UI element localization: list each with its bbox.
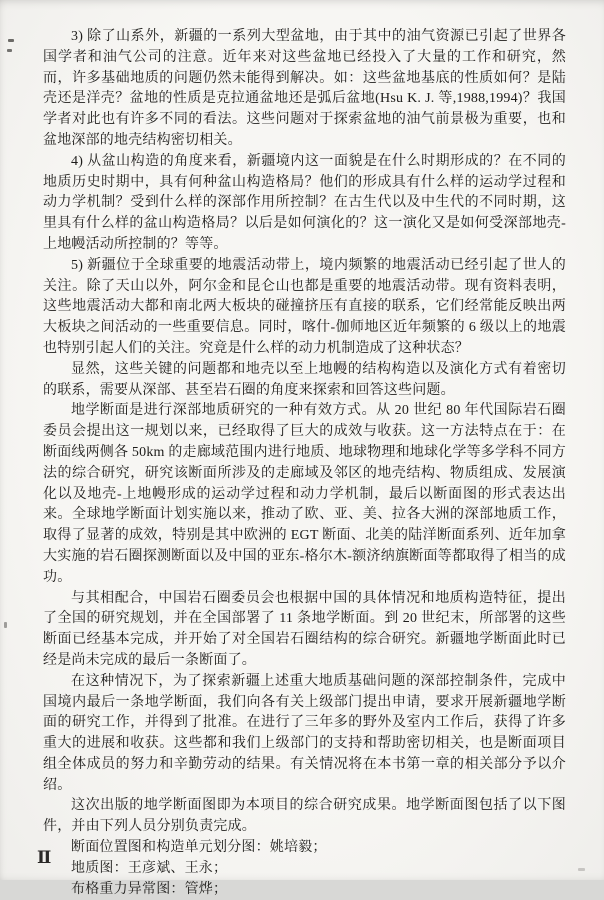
credit-line-gravity-map: 布格重力异常图：管烨； — [71, 881, 228, 897]
scan-speck-artifact — [8, 39, 14, 42]
paragraph-item5-seismicity: 5) 新疆位于全球重要的地震活动带上，境内频繁的地震活动已经引起了世人的关注。除了天山以外，阿尔金和昆仑山也都是重要的地震活动带。现有资料表明，这些地震活动大都和南北两大板块的碰撞挤压有直接的联系，它们经常能反映出两大板块之间活动的一些重要信息。同时，喀什-伽师地区近年频繁的 6 级以上的地震也特别引起人们的关注。究竟是什么样的动力机制造成了这种状态？ — [43, 257, 566, 356]
page-number: Ⅱ — [37, 848, 52, 867]
scan-speck-artifact — [578, 868, 585, 871]
paragraph-publication-intro: 这次出版的地学断面图即为本项目的综合研究成果。地学断面图包括了以下图件，并由下列人员分别负责完成。 — [43, 798, 566, 835]
credit-line-geologic-map: 地质图：王彦斌、王永； — [71, 860, 228, 876]
scan-speck-artifact — [4, 622, 7, 628]
paragraph-summary-questions: 显然，这些关键的问题都和地壳以至上地幔的结构构造以及演化方式有着密切的联系，需要从深部、甚至岩石圈的角度来探索和回答这些问题。 — [43, 361, 566, 398]
paragraph-item3-basins: 3) 除了山系外，新疆的一系列大型盆地，由于其中的油气资源已引起了世界各国学者和油气公司的注意。近年来对这些盆地已经投入了大量的工作和研究，然而，许多基础地质的问题仍然未能得到解决。如：这些盆地基底的性质如何？是陆壳还是洋壳？盆地的性质是克拉通盆地还是弧后盆地(Hsu K. J. 等,1988,1994)？我国学者对此也有许多不同的看法。这些问题对于探索盆地的油气前景极为重要，也和盆地深部的地壳结构密切相关。 — [43, 29, 566, 148]
paragraph-item4-basin-mountain: 4) 从盆山构造的角度来看，新疆境内这一面貌是在什么时期形成的？在不同的地质历史时期中，具有何种盆山构造格局？他们的形成具有什么样的运动学过程和动力学机制？受到什么样的深部作用所控制？在古生代以及中生代的不同时期，这里具有什么样的盆山构造格局？以后是如何演化的？这一演化又是如何受深部地壳-上地幔活动所控制的？等等。 — [43, 153, 566, 252]
paragraph-china-transects: 与其相配合，中国岩石圈委员会也根据中国的具体情况和地质构造特征，提出了全国的研究规划，并在全国部署了 11 条地学断面。到 20 世纪末，所部署的这些断面已经基本完成，并开始了对全国岩石圈结构的综合研究。新疆地学断面此时已经是尚未完成的最后一条断面了。 — [43, 590, 566, 668]
page-body-text — [43, 27, 566, 900]
scan-speck-artifact — [7, 49, 12, 52]
paragraph-geoscience-transect: 地学断面是进行深部地质研究的一种有效方式。从 20 世纪 80 年代国际岩石圈委员会提出这一规划以来，已经取得了巨大的成效与收获。这一方法特点在于：在断面线两侧各 50km 的走廊域范围内进行地质、地球物理和地球化学等多学科不同方法的综合研究，研究该断面所涉及的走廊域及邻区的地壳结构、物质组成、发展演化以及地壳-上地幔形成的运动学过程和动力学机制，最后以断面图的形式表达出来。全球地学断面计划实施以来，推动了欧、亚、美、拉各大洲的深部地质工作，取得了显著的成效，特别是其中欧洲的 EGT 断面、北美的陆洋断面系列、近年加拿大实施的岩石圈探测断面以及中国的亚东-格尔木-额济纳旗断面等都取得了相当的成功。 — [43, 403, 566, 585]
paragraph-project-approval: 在这种情况下，为了探索新疆上述重大地质基础问题的深部控制条件，完成中国境内最后一条地学断面，我们向各有关上级部门提出申请，要求开展新疆地学断面的研究工作，并得到了批准。在进行了三年多的野外及室内工作后，获得了许多重大的进展和收获。这些都和我们上级部门的支持和帮助密切相关，也是断面项目组全体成员的努力和辛勤劳动的结果。有关情况将在本书第一章的相关部分予以介绍。 — [43, 673, 566, 793]
credit-line-location-map: 断面位置图和构造单元划分图：姚培毅； — [71, 840, 327, 856]
credits-list — [43, 838, 566, 900]
